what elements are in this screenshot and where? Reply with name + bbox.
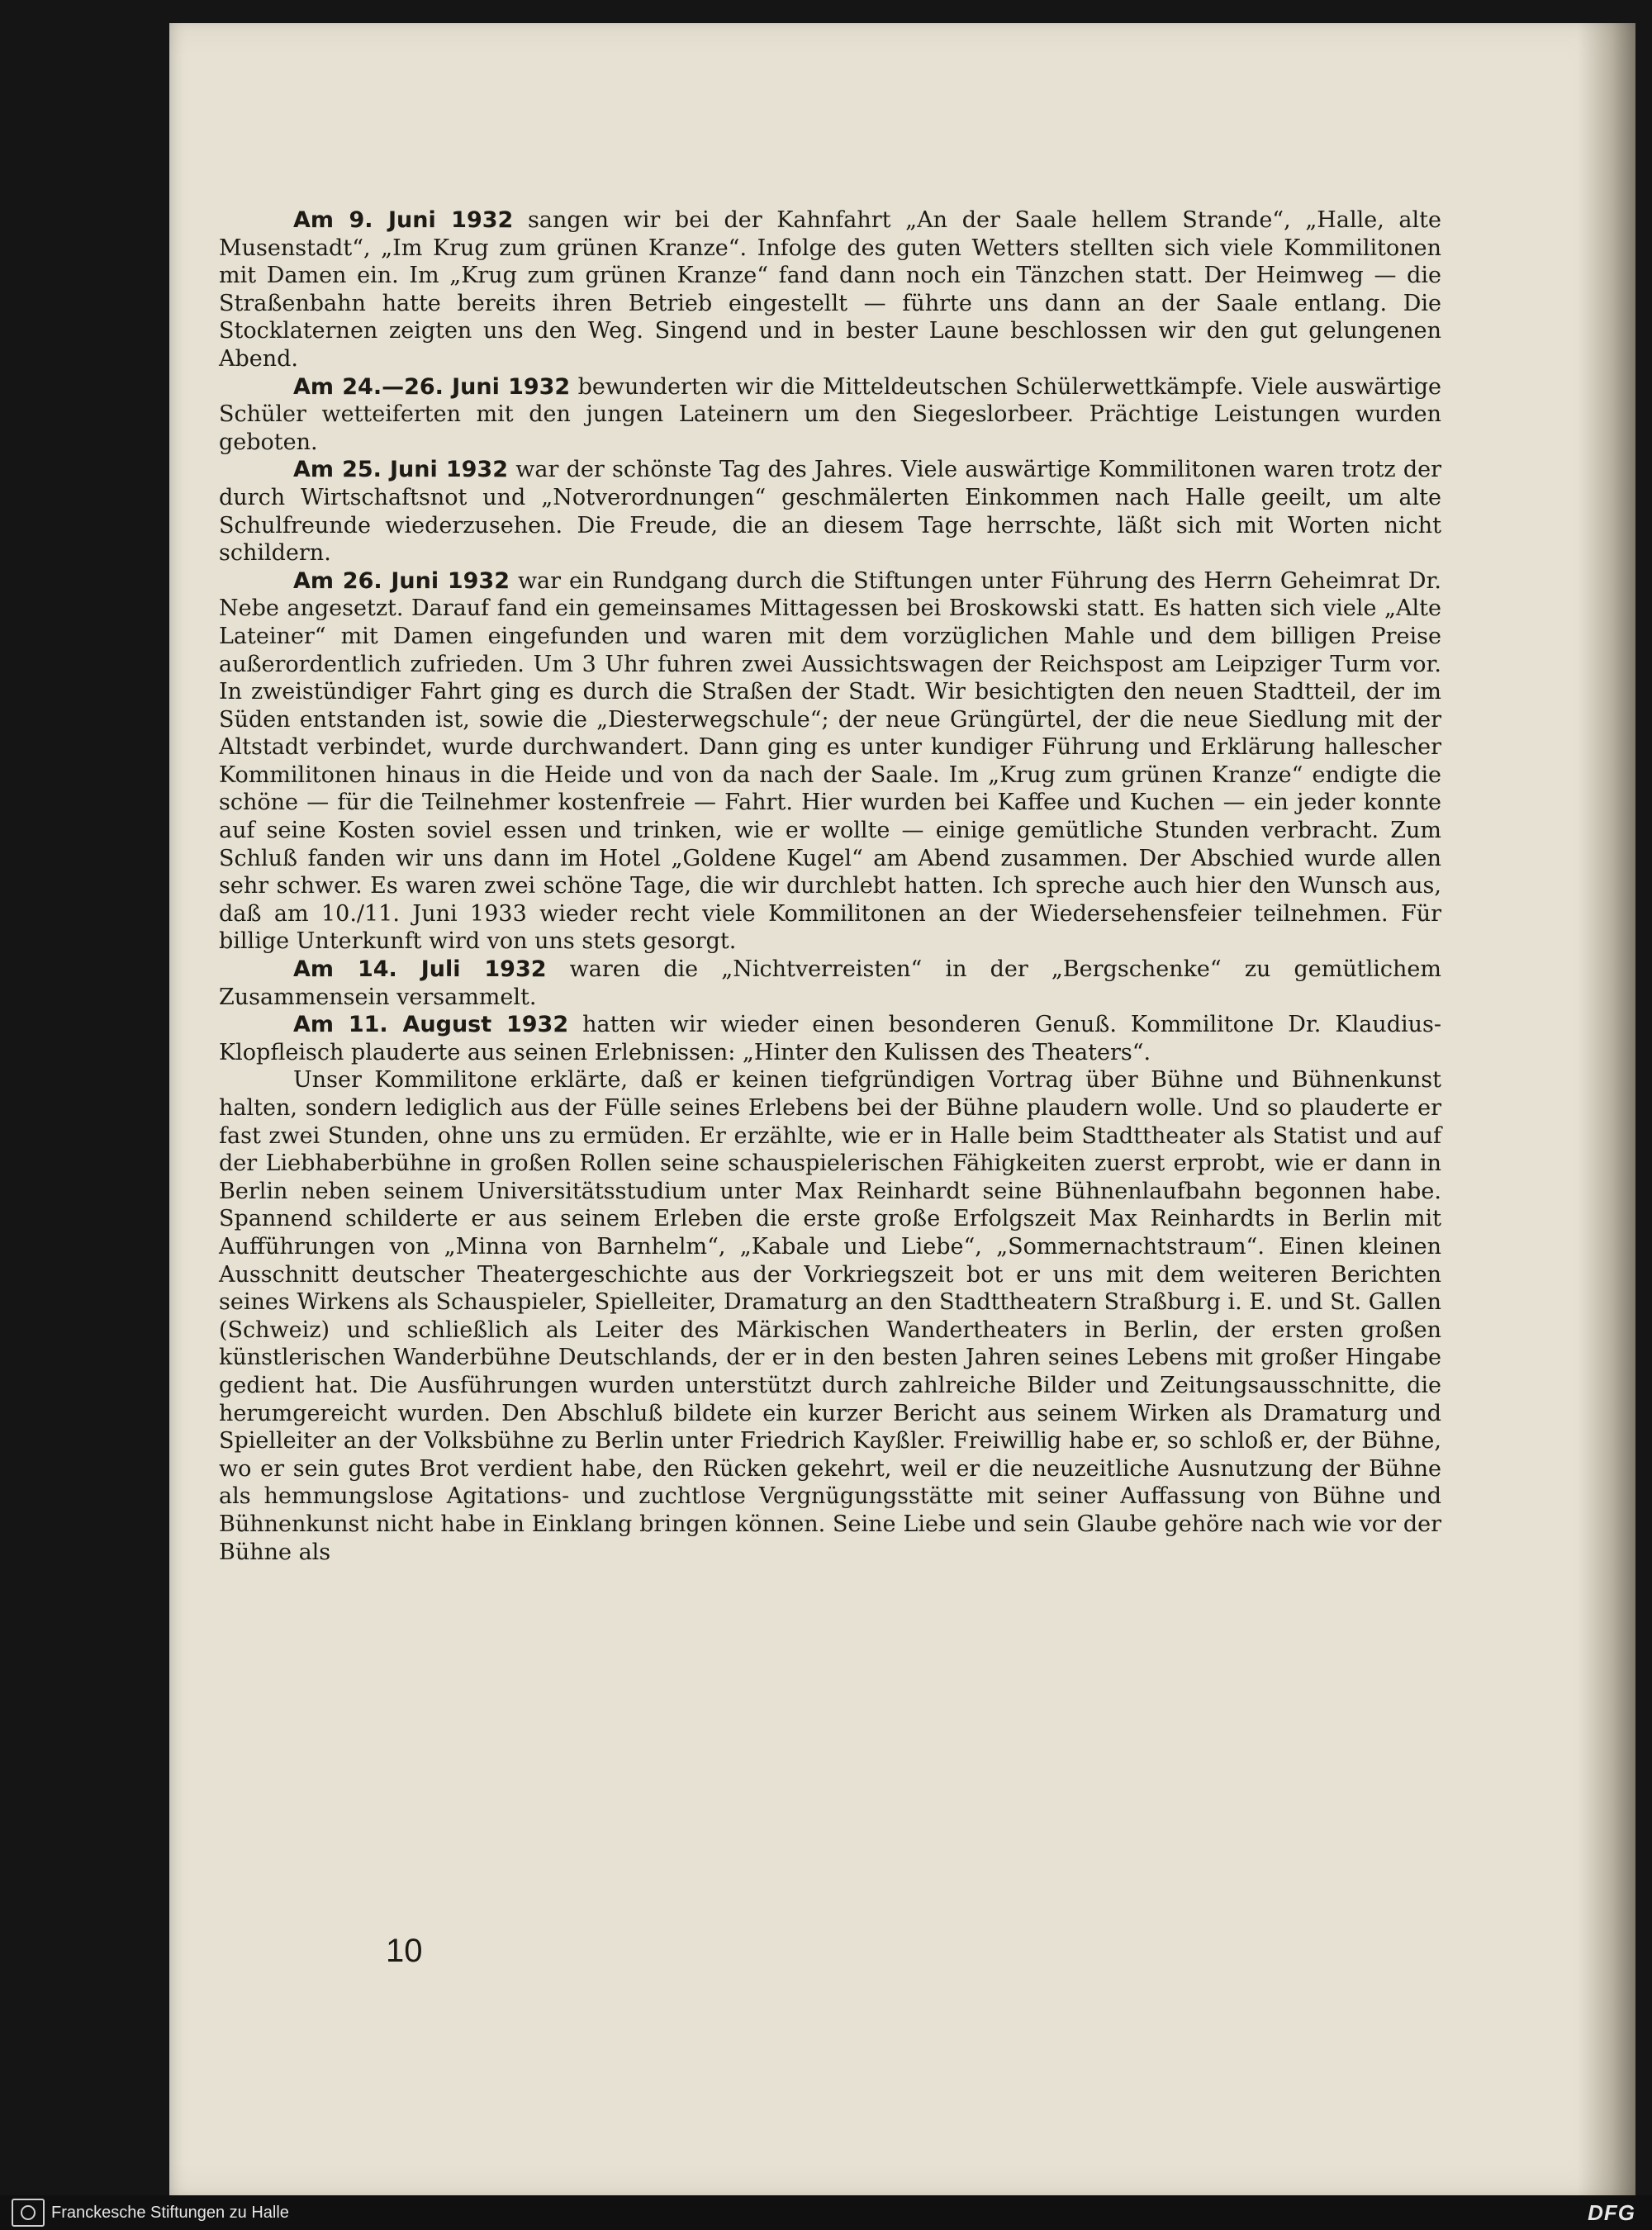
paragraph-text: waren die „Nichtverreisten“ in der „Bergschenke“ zu gemütlichem Zusammensein versammelt.	[219, 956, 1441, 1010]
paragraph-lead: Am 14. Juli 1932	[293, 956, 547, 983]
viewer-footer	[0, 2195, 1652, 2230]
paragraph	[219, 456, 1441, 567]
paragraph-text: hatten wir wieder einen besonderen Genuß. Kommilitone Dr. Klaudius-Klopfleisch plauderte aus seinen Erlebnissen: „Hinter den Kulissen des Theaters“.	[219, 1012, 1441, 1065]
paragraph	[219, 373, 1441, 457]
body-text	[219, 206, 1441, 1566]
paragraph	[219, 956, 1441, 1011]
paragraph-text: war ein Rundgang durch die Stiftungen unter Führung des Herrn Geheimrat Dr. Nebe angesetzt. Darauf fand ein gemeinsames Mittagessen bei Broskowski statt. Es hatten sich viele „Alte Lateiner“ mit Damen eingefunden und waren mit dem vorzüglichen Mahle und dem billigen Preise außerordentlich zufrieden. Um 3 Uhr fuhren zwei Aussichtswagen der Reichspost am Leipziger Turm vor. In zweistündiger Fahrt ging es durch die Straßen der Stadt. Wir besichtigten den neuen Stadtteil, der im Süden entstanden ist, sowie die „Diesterwegschule“; der neue Grüngürtel, der die neue Siedlung mit der Altstadt verbindet, wurde durchwandert. Dann ging es unter kundiger Führung und Erklärung hallescher Kommilitonen hinaus in die Heide und von da nach der Saale. Im „Krug zum grünen Kranze“ endigte die schöne — für die Teilnehmer kostenfreie — Fahrt. Hier wurden bei Kaffee und Kuchen — ein jeder konnte auf seine Kosten soviel essen und trinken, wie er wollte — einige gemütliche Stunden verbracht. Zum Schluß fanden wir uns dann im Hotel „Goldene Kugel“ am Abend zusammen. Der Abschied wurde allen sehr schwer. Es waren zwei schöne Tage, die wir durchlebt hatten. Ich spreche auch hier den Wunsch aus, daß am 10./11. Juni 1933 wieder recht viele Kommilitonen an der Wiedersehensfeier teilnehmen. Für billige Unterkunft wird von uns stets gesorgt.	[219, 567, 1441, 955]
paragraph-lead: Am 26. Juni 1932	[293, 567, 510, 594]
paragraph-text: bewunderten wir die Mitteldeutschen Schülerwettkämpfe. Viele auswärtige Schüler wetteiferten mit den jungen Lateinern um den Siegeslorbeer. Prächtige Leistungen wurden geboten.	[219, 373, 1442, 455]
paragraph	[219, 206, 1441, 373]
paragraph-lead: Am 9. Juni 1932	[293, 207, 514, 233]
page-number: 10	[386, 1933, 423, 1969]
paragraph-text: Unser Kommilitone erklärte, daß er keinen tiefgründigen Vortrag über Bühne und Bühnenkunst halten, sondern lediglich aus der Fülle seines Erlebens bei der Bühne plaudern wolle. Und so plauderte er fast zwei Stunden, ohne uns zu ermüden. Er erzählte, wie er in Halle beim Stadttheater als Statist und auf der Liebhaberbühne in großen Rollen seine schauspielerischen Fähigkeiten zuerst erprobt, wie er dann in Berlin neben seinem Universitätsstudium unter Max Reinhardt seine Bühnenlaufbahn begonnen habe. Spannend schilderte er aus seinem Erleben die erste große Erfolgszeit Max Reinhardts in Berlin mit Aufführungen von „Minna von Barnhelm“, „Kabale und Liebe“, „Sommernachtstraum“. Einen kleinen Ausschnitt deutscher Theatergeschichte aus der Vorkriegszeit bot er uns mit dem weiteren Berichten seines Wirkens als Schauspieler, Spielleiter, Dramaturg an den Stadttheatern Straßburg i. E. und St. Gallen (Schweiz) und schließlich als Leiter des Märkischen Wandertheaters in Berlin, der ersten großen künstlerischen Wanderbühne Deutschlands, der er in den besten Jahren seines Lebens mit großer Hingabe gedient hat. Die Ausführungen wurden unterstützt durch zahlreiche Bilder und Zeitungsausschnitte, die herumgereicht wurden. Den Abschluß bildete ein kurzer Bericht aus seinem Wirken als Dramaturg und Spielleiter an der Volksbühne zu Berlin unter Friedrich Kayßler. Freiwillig habe er, so schloß er, der Bühne, wo er sein gutes Brot verdient habe, den Rücken gekehrt, weil er die neuzeitliche Ausnutzung der Bühne als hemmungslose Agitations- und zuchtlose Vergnügungsstätte mit seiner Auffassung von Bühne und Bühnenkunst nicht habe in Einklang bringen können. Seine Liebe und sein Glaube gehöre nach wie vor der Bühne als	[219, 1067, 1441, 1565]
paragraph-text: war der schönste Tag des Jahres. Viele auswärtige Kommilitonen waren trotz der durch Wirtschaftsnot und „Notverordnungen“ geschmälerten Einkommen nach Halle geeilt, um alte Schulfreunde wiederzusehen. Die Freude, die an diesem Tage herrschte, läßt sich mit Worten nicht schildern.	[219, 457, 1441, 567]
institution-name: Franckesche Stiftungen zu Halle	[51, 2204, 289, 2222]
paragraph	[219, 1011, 1441, 1066]
dfg-logo: DFG	[1588, 2200, 1635, 2225]
page-binding-shadow	[1578, 23, 1635, 2195]
francke-foundation-logo-icon	[12, 2199, 45, 2227]
paragraph-lead: Am 11. August 1932	[293, 1012, 569, 1038]
paragraph-lead: Am 25. Juni 1932	[293, 457, 508, 483]
paragraph-lead: Am 24.—26. Juni 1932	[293, 373, 571, 400]
paragraph	[219, 567, 1441, 956]
paragraph-text: sangen wir bei der Kahnfahrt „An der Saale hellem Strande“, „Halle, alte Musenstadt“, „Im Krug zum grünen Kranze“. Infolge des guten Wetters stellten sich viele Kommilitonen mit Damen ein. Im „Krug zum grünen Kranze“ fand dann noch ein Tänzchen statt. Der Heimweg — die Straßenbahn hatte bereits ihren Betrieb eingestellt — führte uns dann an der Saale entlang. Die Stocklaternen zeigten uns den Weg. Singend und in bester Laune beschlossen wir den gut gelungenen Abend.	[219, 207, 1441, 372]
paragraph	[219, 1066, 1441, 1566]
